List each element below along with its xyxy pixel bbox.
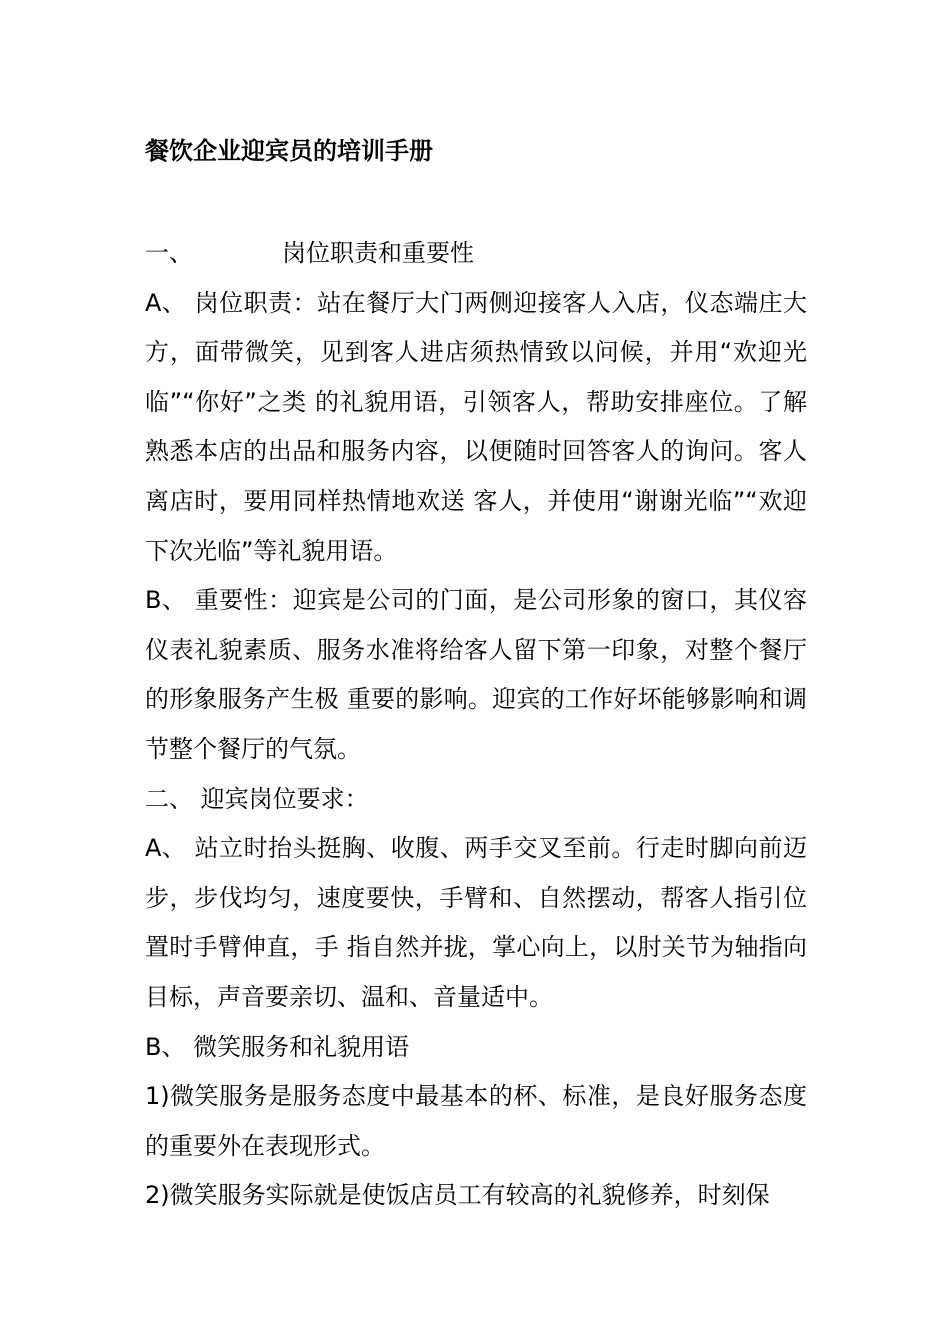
section-number-1: 一、: [145, 239, 193, 267]
list-item-1: 1)微笑服务是服务态度中最基本的杯、标准，是良好服务态度的重要外在表现形式。: [145, 1082, 807, 1160]
paragraph-a-requirements: A、 站立时抬头挺胸、收腹、两手交叉至前。行走时脚向前迈步，步伐均匀，速度要快，手臂和、自然摆动，帮客人指引位置时手臂伸直，手 指自然并拢，掌心向上，以肘关节为轴指向目标，声音要亲切、温和、音量适中。: [145, 834, 807, 1011]
paragraph-a-duties: A、 岗位职责：站在餐厅大门两侧迎接客人入店，仪态端庄大方，面带微笑，见到客人进店须热情致以问候，并用“欢迎光临”“你好”之类 的礼貌用语，引领客人，帮助安排座位。了解熟悉本店的出品和服务内容，以便随时回答客人的询问。客人离店时，要用同样热情地欢送 客人，并使用“谢谢光临”“欢迎下次光临”等礼貌用语。: [145, 288, 807, 565]
document-title: 餐饮企业迎宾员的培训手册: [145, 137, 433, 165]
section-heading-2: 二、 迎宾岗位要求：: [145, 784, 369, 813]
section-heading-1: [145, 229, 807, 279]
document-body: [145, 229, 807, 1221]
paragraph-b-smile-service: B、 微笑服务和礼貌用语: [145, 1032, 410, 1061]
list-item-2: 2)微笑服务实际就是使饭店员工有较高的礼貌修养，时刻保: [145, 1181, 770, 1210]
paragraph-b-importance: B、 重要性：迎宾是公司的门面，是公司形象的窗口，其仪容仪表礼貌素质、服务水准将给客人留下第一印象，对整个餐厅的形象服务产生极 重要的影响。迎宾的工作好坏能够影响和调节整个餐厅的气氛。: [145, 586, 807, 763]
section-title-1: 岗位职责和重要性: [282, 239, 474, 267]
